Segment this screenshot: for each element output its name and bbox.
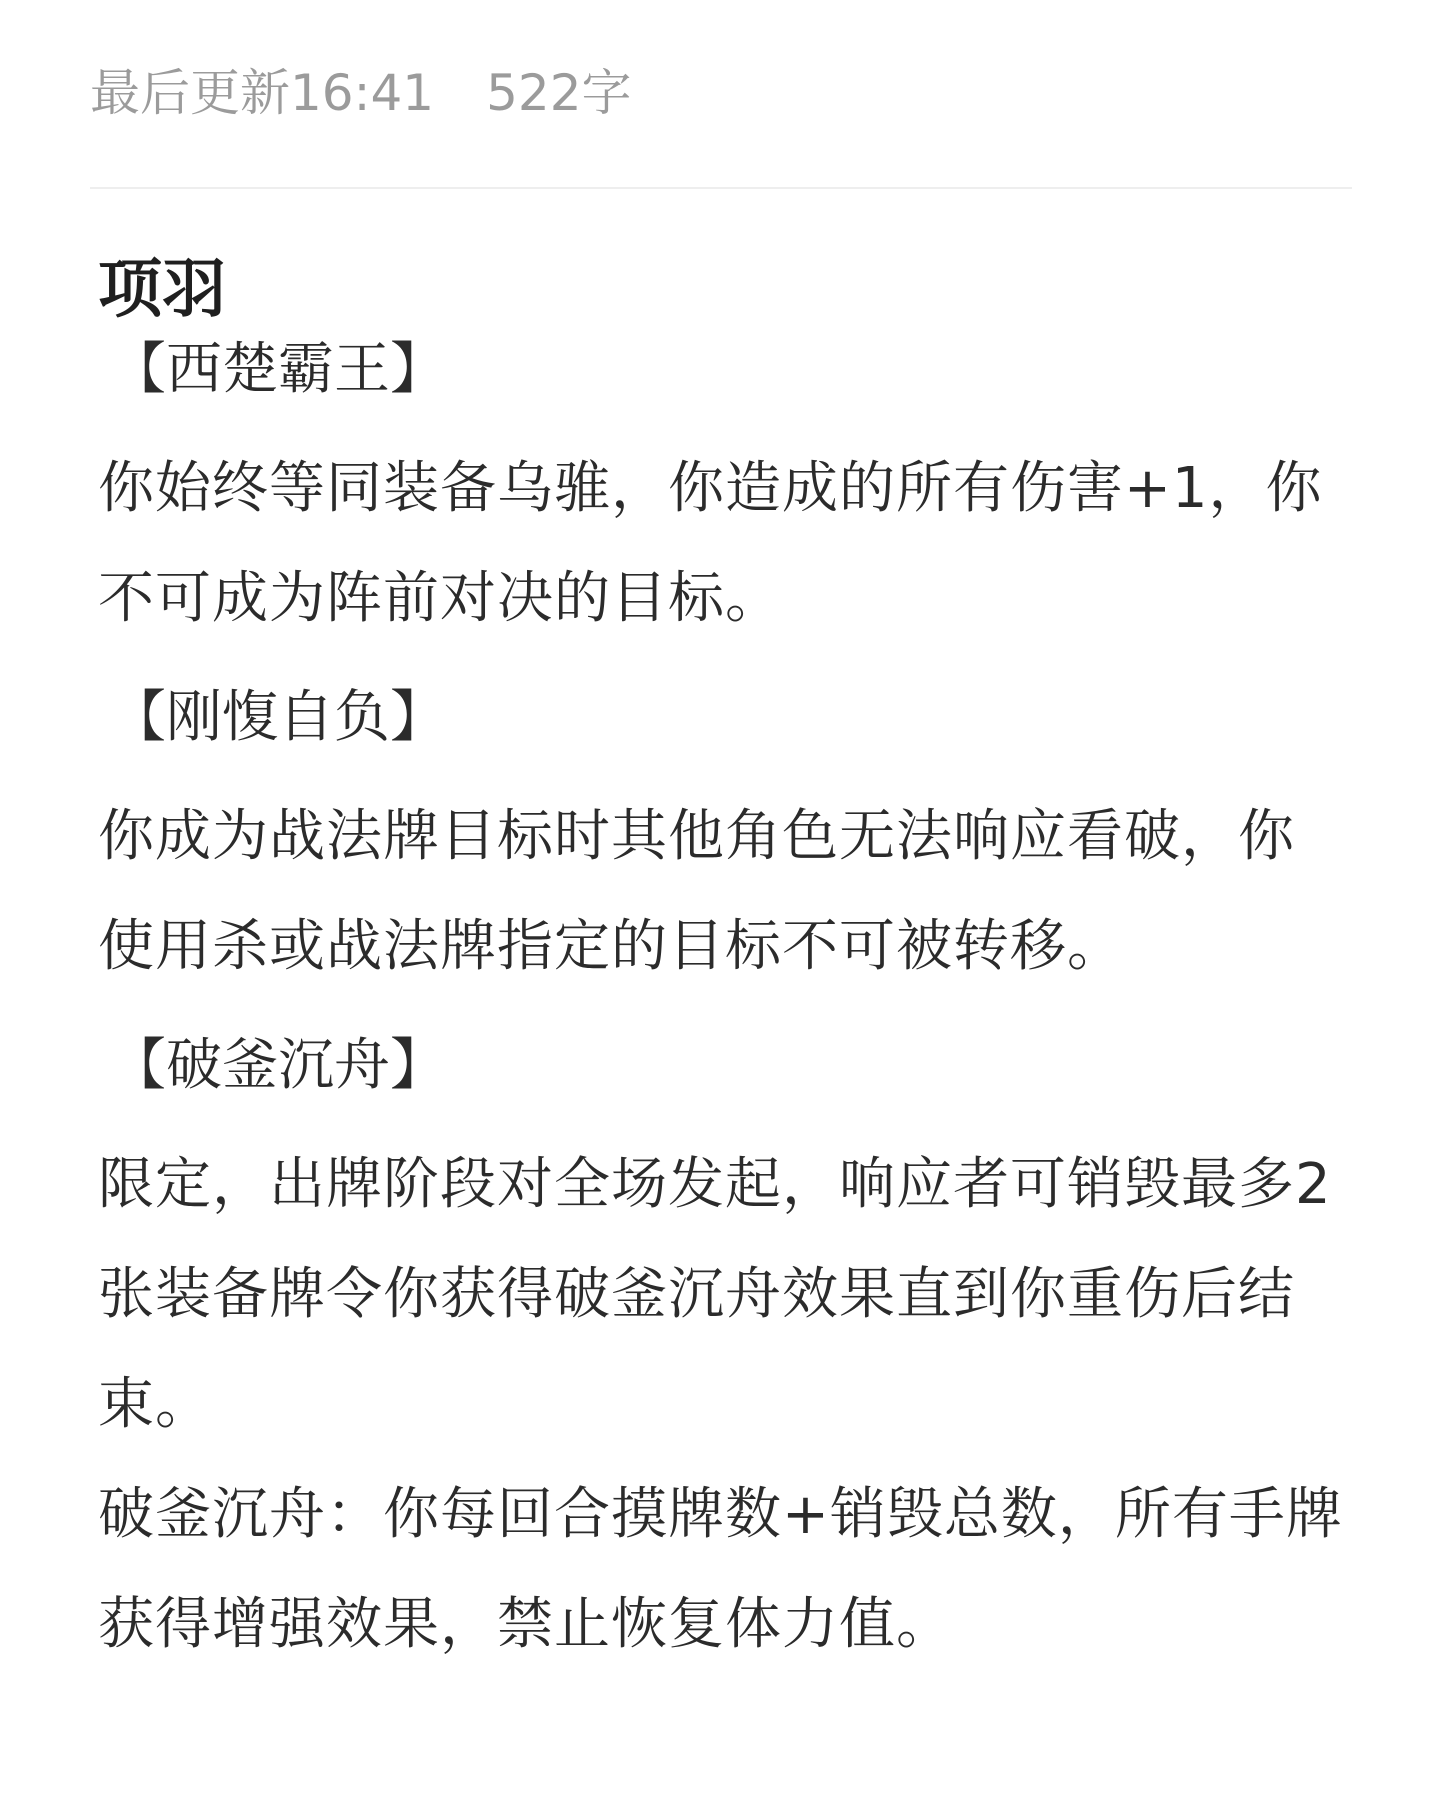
note-meta	[90, 58, 632, 128]
word-count-text: 522字	[486, 64, 632, 122]
last-updated-text: 最后更新16:41	[90, 64, 435, 122]
skill-name-2: 【刚愎自负】	[110, 685, 446, 750]
skill-desc-2: 你成为战法牌目标时其他角色无法响应看破，你使用杀或战法牌指定的目标不可被转移。	[98, 804, 1295, 979]
skill-extra-desc: 破釜沉舟：你每回合摸牌数+销毁总数，所有手牌获得增强效果，禁止恢复体力值。	[98, 1482, 1343, 1657]
skill-name-1: 【西楚霸王】	[110, 337, 446, 402]
note-title: 项羽	[98, 253, 226, 327]
skill-desc-1: 你始终等同装备乌骓，你造成的所有伤害+1，你不可成为阵前对决的目标。	[98, 456, 1323, 631]
note-body[interactable]	[98, 250, 1348, 1680]
header-divider	[90, 187, 1352, 189]
skill-name-3: 【破釜沉舟】	[110, 1033, 446, 1098]
skill-desc-3: 限定，出牌阶段对全场发起，响应者可销毁最多2张装备牌令你获得破釜沉舟效果直到你重伤后结束。	[98, 1152, 1332, 1437]
